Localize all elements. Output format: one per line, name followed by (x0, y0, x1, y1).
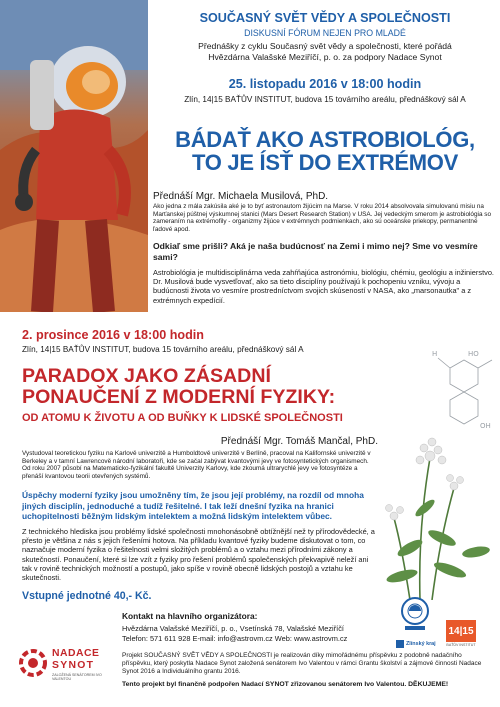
synot-word: SYNOT (52, 660, 95, 671)
event2-bio: Vystudoval teoretickou fyziku na Karlově univerzitě a Humboldtově univerzitě v Berlíně, pracoval na Kalifornské univerzitě v Berkeley a v tamní Lawrencově národní laboratoři, kde se začal zabývat kvantovými jevy ve fotosyntetických organismech. Od roku 2007 působí na Matematicko-fyzikální fakultě Univerzity Karlovy, kde zkoumá ultrarychlé jevy ve fotosyntéze a přenáší kvantovou teorii otevřených systémů. (22, 450, 371, 480)
event1-bio: Ako jedna z mála zakúsila aké je to byť astronautom žijúcim na Marse. V roku 2014 absolvovala simulovanú misiu na Marťanskej púštnej výskumnej stanici (Mars Desert Research Station) v USA. Jej vedeckým smerom je astrobiológia so zameraním na extrémofily - organizmy žijúce v extrémnych podmienkach, ako sú oceánske priekopy, permanentné ľadové apod. (153, 203, 492, 233)
nadace-synot-logo (18, 640, 108, 700)
event2-description: Z technického hlediska jsou problémy lidské společnosti mnohonásobně obtížnější než ty přírodovědecké, a přesto je většina z nás s jejich řešeními hotova. Na příkladu kvantové fyziky budeme diskutovat o tom, co naznačuje moderní fyzika o řešitelnosti velmi složitých problémů a o vztahu mezi přírodními zákony a skutečností. Ponaučení, které si lze vzít z fyziky pro řešení problémů společenských překvapivě neleží ani tak v rovině technických možností a postupů, jako spíše v rovině obecně lidských postojů a vztahu ke skutečnosti. (22, 527, 375, 583)
herb-illustration (380, 338, 500, 600)
zlin-region-text: Zlínský kraj (406, 641, 436, 647)
batuv-institut-logo (446, 620, 476, 642)
funding-thanks: Tento projekt byl finančně podpořen Nadací SYNOT zřizovanou senátorem Ivo Valentou. DĚKUJEME! (122, 681, 449, 688)
event1-venue: Zlín, 14|15 BAŤŮV INSTITUT, budova 15 továrního areálu, přednáškový sál A (184, 95, 466, 104)
event2-title-line-1: PARADOX JAKO ZÁSADNÍ (22, 365, 271, 387)
project-funding-note: Projekt SOUČASNÝ SVĚT VĚDY A SPOLEČNOSTI je realizován díky mimořádnému příspěvku z podobně nadačního příspěvku, který poskytla Nadace Synot založená senátorem Ivo Valentou v rámci Grantu školství a zájmové činnosti Nadace Synot 2016 a Individuálního grantu 2016. (122, 652, 482, 675)
nadace-subtitle: ZALOŽENÁ SENÁTOREM IVO VALENTOU (52, 673, 102, 682)
synot-ring-icon (18, 648, 48, 678)
series-subtitle: DISKUSNÍ FÓRUM NEJEN PRO MLADÉ (244, 28, 406, 38)
observatory-seal-icon (400, 596, 430, 632)
event2-title (22, 366, 382, 408)
event2-lecturer: Přednáší Mgr. Tomáš Mančal, PhD. (220, 436, 378, 447)
event2-date: 2. prosince 2016 v 18:00 hodin (22, 328, 204, 342)
event2-lead: Úspěchy moderní fyziky jsou umožněny tím, že jsou její problémy, na rozdíl od mnoha jiných disciplín, jednoduché a tudíž řešitelné. I tak leží dnešní fyzika na hranici uchopitelnosti běžným lidským intelektem a možná lidským intelektem vůbec. (22, 490, 364, 522)
svg-text:HO: HO (468, 350, 479, 358)
series-intro-1: Přednášky z cyklu Současný svět vědy a společnosti, které pořádá (198, 41, 452, 51)
event1-title-line-2: TO JE ÍSŤ DO EXTRÉMOV (192, 150, 458, 175)
zlin-region-logo (396, 638, 438, 650)
contact-address: Hvězdárna Valašské Meziříčí, p. o., Vsetínská 78, Valašské Meziříčí (122, 624, 344, 633)
admission-price: Vstupné jednotné 40,- Kč. (22, 590, 152, 602)
series-intro-2: Hvězdárna Valašské Meziříčí, p. o. za podpory Nadace Synot (208, 52, 442, 62)
zlin-region-icon (396, 640, 404, 648)
event1-question: Odkiaľ sme prišli? Aká je naša budúcnosť na Zemi i mimo nej? Sme vo vesmíre sami? (153, 241, 478, 262)
event2-subtitle: OD ATOMU K ŽIVOTU A OD BUŇKY K LIDSKÉ SPOLEČNOSTI (22, 412, 343, 424)
event1-title (150, 128, 500, 174)
event1-date: 25. listopadu 2016 v 18:00 hodin (228, 77, 422, 91)
contact-phone-email-web: Telefon: 571 611 928 E-mail: info@astrovm.cz Web: www.astrovm.cz (122, 634, 348, 643)
hvezdarna-logo (400, 596, 430, 636)
nadace-word: NADACE (52, 648, 100, 659)
event1-lecturer: Přednáší Mgr. Michaela Musilová, PhD. (153, 191, 329, 202)
event2-title-line-2: PONAUČENÍ Z MODERNÍ FYZIKY: (22, 386, 336, 408)
event1-description: Astrobiológia je multidisciplinárna veda zahŕňajúca astronómiu, biológiu, chémiu, geológiu a inžinierstvo. Dr. Musilová bude vysvetľovať, ako sa tieto disciplíny používajú k pochopeniu vzniku, vývoju a budúcnosti života vo vesmíre prostredníctvom svojich skúseností v NASA, ako „marsonautka" a z extrémnych expedícií. (153, 268, 494, 305)
astronaut-photo (0, 0, 148, 312)
series-title: SOUČASNÝ SVĚT VĚDY A SPOLEČNOSTI (199, 11, 451, 25)
svg-text:OH: OH (480, 422, 491, 430)
event2-venue: Zlín, 14|15 BAŤŮV INSTITUT, budova 15 továrního areálu, přednáškový sál A (22, 345, 304, 354)
batuv-subtitle: BAŤŮV INSTITUT (446, 643, 476, 647)
contact-heading: Kontakt na hlavního organizátora: (122, 611, 258, 621)
batuv-number: 14|15 (448, 625, 474, 637)
event1-title-line-1: BÁDAŤ AKO ASTROBIOLÓG, (175, 127, 475, 152)
svg-text:H: H (432, 350, 438, 358)
